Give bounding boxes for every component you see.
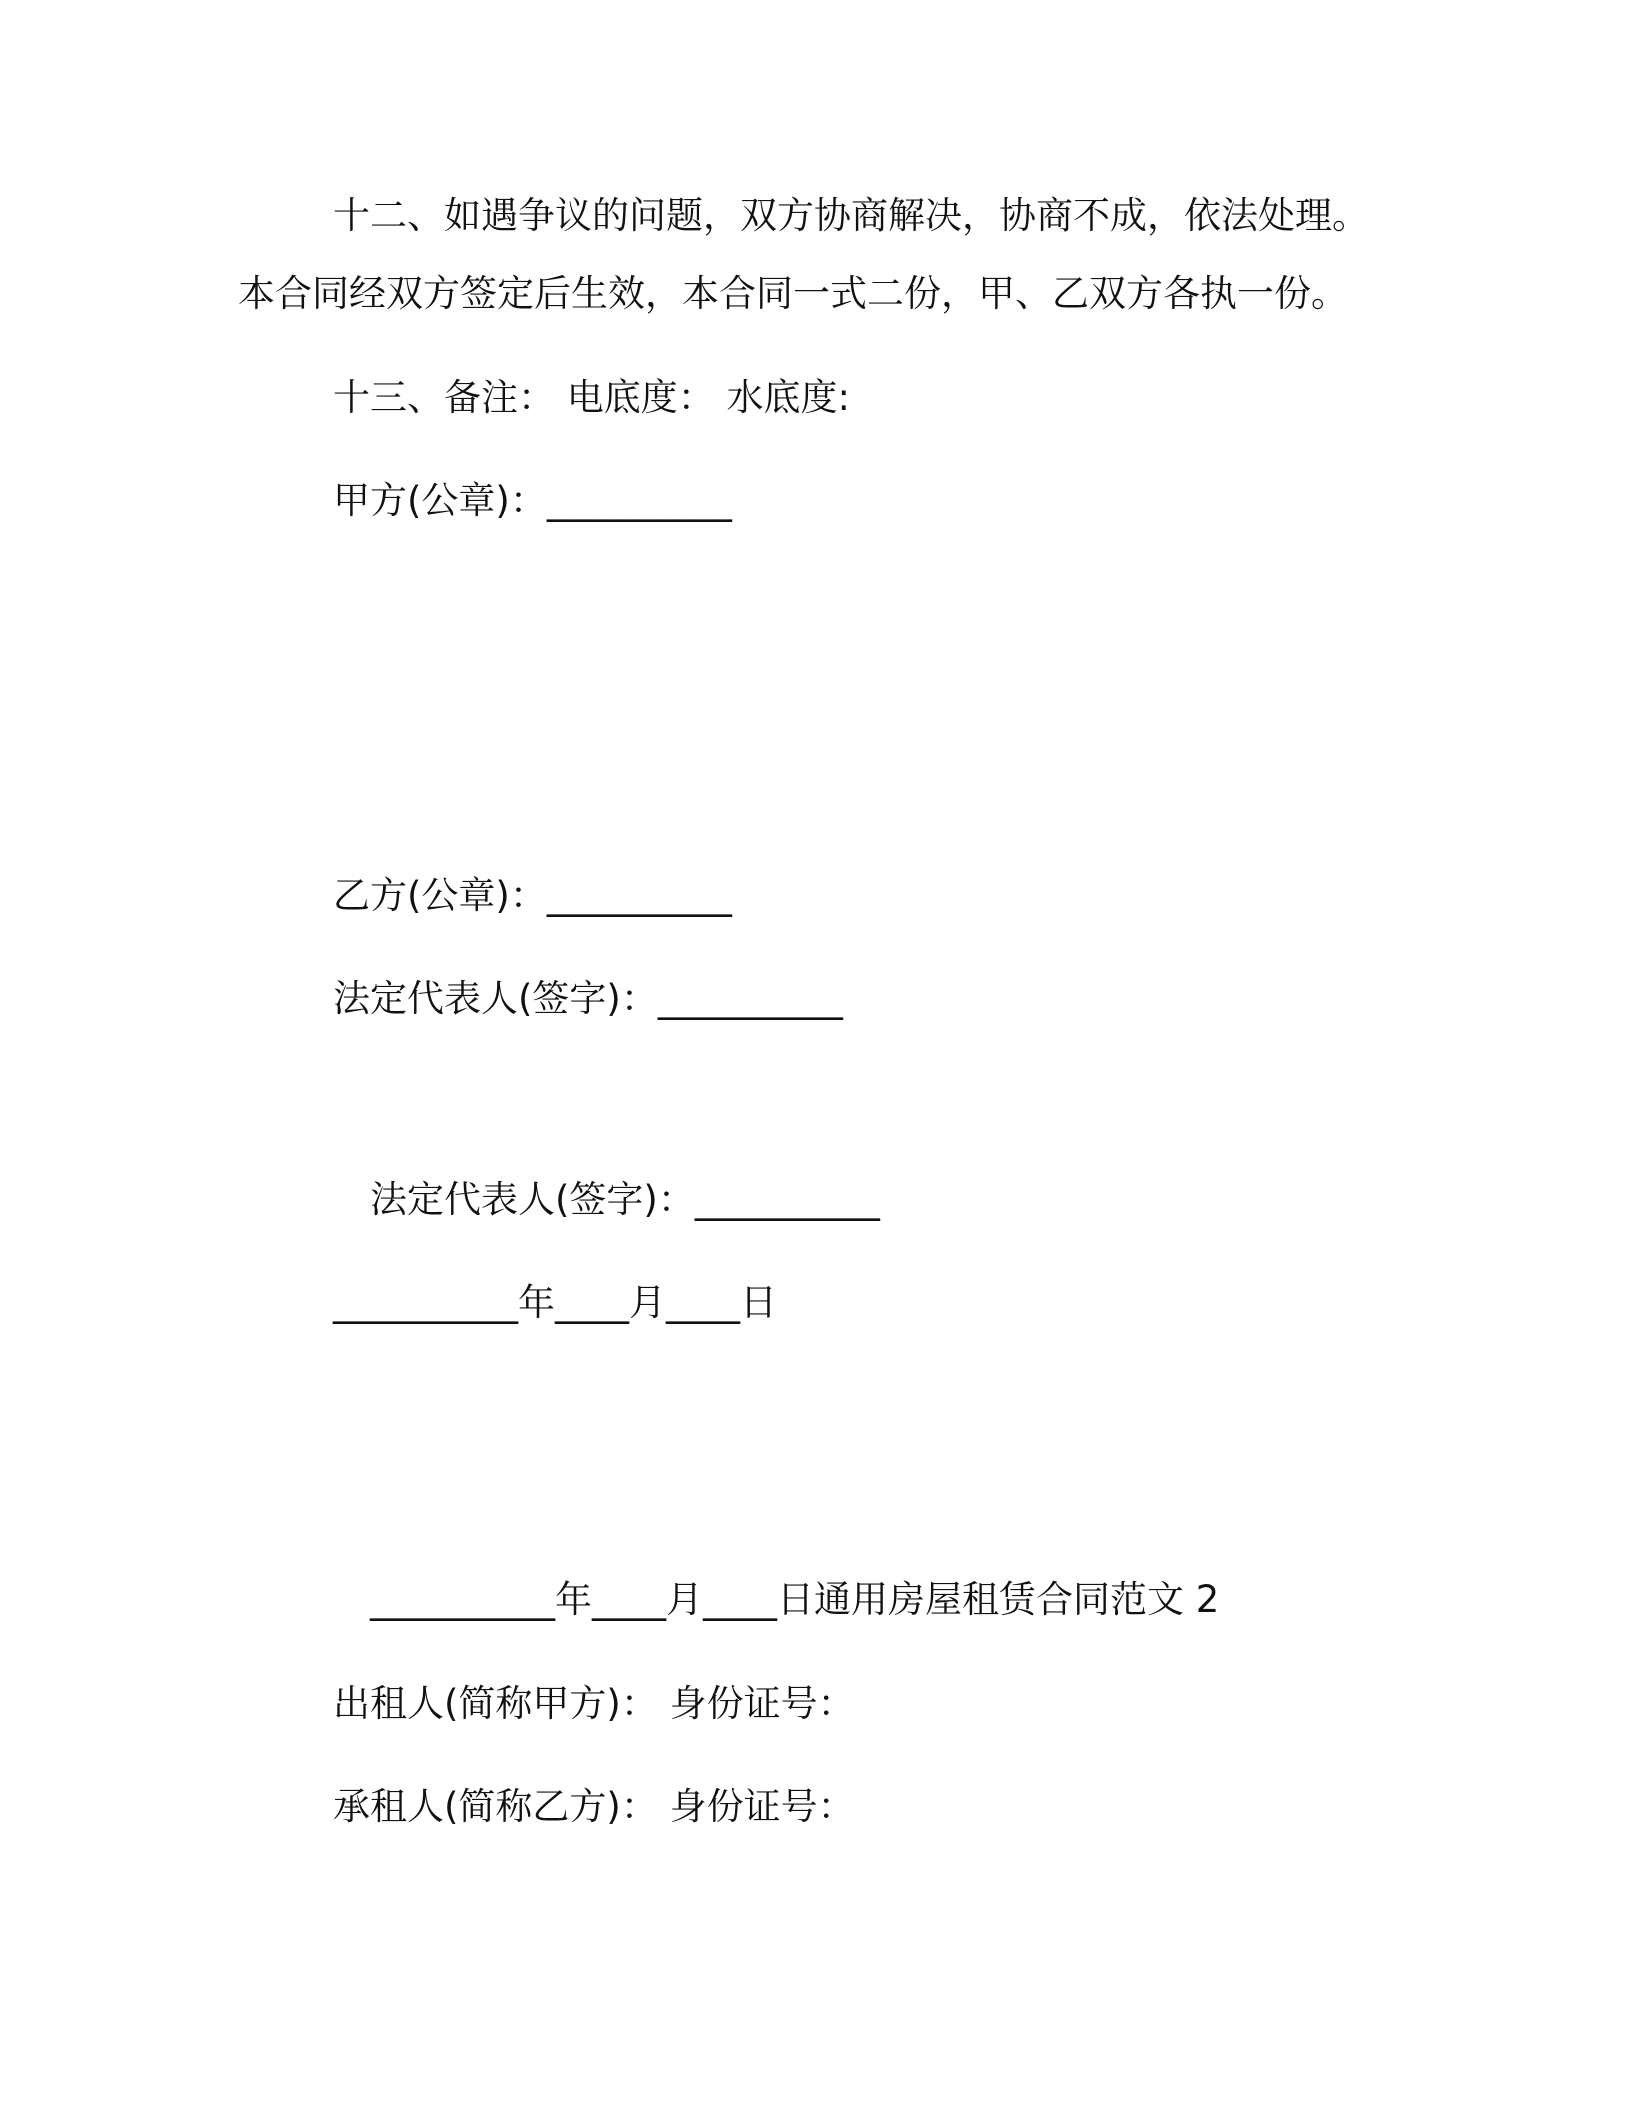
party-a-seal: 甲方(公章)：__________ xyxy=(333,479,732,522)
clause-twelve-continued: 本合同经双方签定后生效，本合同一式二份，甲、乙双方各执一份。 xyxy=(238,272,1348,315)
contract-template-2-heading: __________年____月____日通用房屋租赁合同范文 2 xyxy=(370,1578,1220,1621)
legal-representative-signature-2: 法定代表人(签字)：__________ xyxy=(370,1178,880,1221)
clause-twelve: 十二、如遇争议的问题，双方协商解决，协商不成，依法处理。 xyxy=(333,194,1369,237)
clause-thirteen-remarks: 十三、备注： 电底度： 水底度: xyxy=(333,376,850,419)
legal-representative-signature-1: 法定代表人(签字)：__________ xyxy=(333,977,843,1020)
lessor-party-a-line: 出租人(简称甲方)： 身份证号： xyxy=(333,1682,855,1725)
party-b-seal: 乙方(公章)：__________ xyxy=(333,874,732,917)
date-line: __________年____月____日 xyxy=(333,1281,777,1324)
lessee-party-b-line: 承租人(简称乙方)： 身份证号： xyxy=(333,1785,855,1828)
